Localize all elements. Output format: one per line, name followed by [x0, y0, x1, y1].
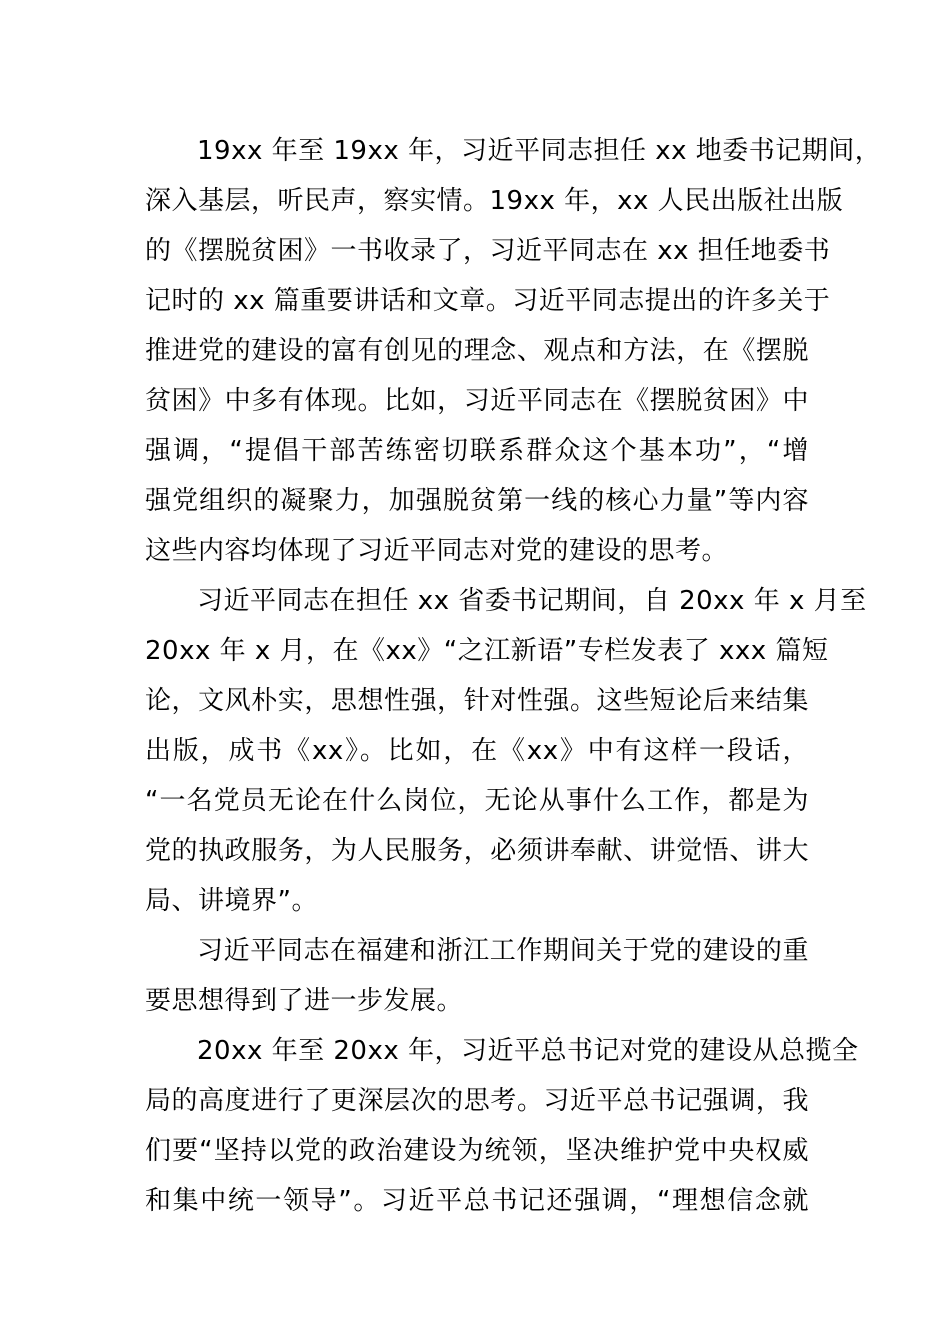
- paragraph-line: 20xx 年至 20xx 年，习近平总书记对党的建设从总揽全: [197, 1036, 859, 1066]
- paragraph-line: 推进党的建设的富有创见的理念、观点和方法，在《摆脱: [145, 336, 809, 366]
- paragraph-line: 和集中统一领导”。习近平总书记还强调，“理想信念就: [145, 1186, 809, 1216]
- paragraph-4: [145, 1026, 859, 1226]
- paragraph-line: 记时的 xx 篇重要讲话和文章。习近平同志提出的许多关于: [145, 286, 831, 316]
- paragraph-line: 这些内容均体现了习近平同志对党的建设的思考。: [145, 536, 729, 566]
- paragraph-line: 强调，“提倡干部苦练密切联系群众这个基本功”，“增: [145, 436, 809, 466]
- paragraph-line: 20xx 年 x 月，在《xx》“之江新语”专栏发表了 xxx 篇短: [145, 636, 829, 666]
- paragraph-3: [145, 926, 809, 1026]
- paragraph-line: 深入基层，听民声，察实情。19xx 年，xx 人民出版社出版: [145, 186, 844, 216]
- paragraph-line: 要思想得到了进一步发展。: [145, 986, 464, 1016]
- paragraph-line: 强党组织的凝聚力，加强脱贫第一线的核心力量”等内容: [145, 486, 809, 516]
- paragraph-line: 习近平同志在福建和浙江工作期间关于党的建设的重: [197, 936, 809, 966]
- paragraph-line: 局的高度进行了更深层次的思考。习近平总书记强调，我: [145, 1086, 809, 1116]
- paragraph-line: 贫困》中多有体现。比如，习近平同志在《摆脱贫困》中: [145, 386, 809, 416]
- paragraph-line: 出版，成书《xx》。比如，在《xx》中有这样一段话，: [145, 736, 809, 766]
- paragraph-line: 们要“坚持以党的政治建设为统领，坚决维护党中央权威: [145, 1136, 809, 1166]
- paragraph-line: 党的执政服务，为人民服务，必须讲奉献、讲觉悟、讲大: [145, 836, 809, 866]
- paragraph-line: 局、讲境界”。: [145, 886, 318, 916]
- paragraph-line: 19xx 年至 19xx 年，习近平同志担任 xx 地委书记期间，: [197, 136, 882, 166]
- document-body: [145, 126, 882, 1226]
- paragraph-line: 习近平同志在担任 xx 省委书记期间，自 20xx 年 x 月至: [197, 586, 867, 616]
- paragraph-1: [145, 126, 882, 576]
- paragraph-line: “一名党员无论在什么岗位，无论从事什么工作，都是为: [145, 786, 809, 816]
- paragraph-line: 论，文风朴实，思想性强，针对性强。这些短论后来结集: [145, 686, 809, 716]
- paragraph-2: [145, 576, 867, 926]
- paragraph-line: 的《摆脱贫困》一书收录了，习近平同志在 xx 担任地委书: [145, 236, 831, 266]
